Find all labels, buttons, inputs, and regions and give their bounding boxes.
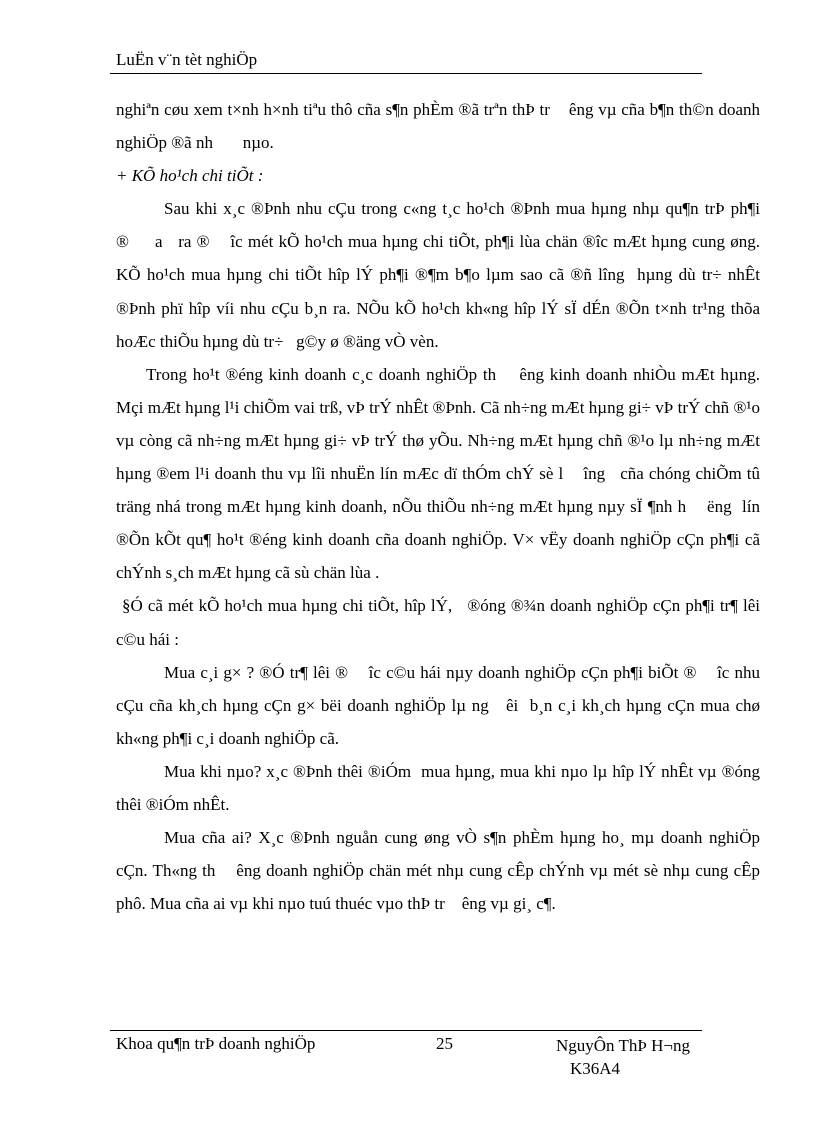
paragraph-6: Mua khi nµo? x¸c ®Þnh thêi ®iÓm mua hµng, mua khi nµo lµ hîp lÝ nhÊt vµ ®óng thêi ®iÓm nhÊt. [116, 761, 760, 814]
paragraph-1: nghiªn cøu xem t×nh h×nh tiªu thô cña s¶n phÈm ®ã trªn thÞ tr êng vµ cña b¶n th©n doanh nghiÖp ®ã nh nµo. [116, 100, 760, 153]
header-rule [110, 73, 702, 74]
footer-rule [110, 1030, 702, 1031]
footer-class: K36A4 [570, 1059, 621, 1078]
page-number: 25 [436, 1034, 453, 1053]
paragraph-3: Trong ho¹t ®éng kinh doanh c¸c doanh nghiÖp th êng kinh doanh nhiÒu mÆt hµng. Mçi mÆt hµng l¹i chiÕm vai trß, vÞ trÝ nhÊt ®Þnh. Cã nh÷ng mÆt hµng gi÷ vÞ trÝ chñ ®¹o vµ còng cã nh÷ng mÆt hµng gi÷ vÞ trÝ thø yÕu. Nh÷ng mÆt hµng chñ ®¹o lµ nh÷ng mÆt hµng ®em l¹i doanh thu vµ lîi nhuËn lín mÆc dï thÓm chÝ sè l îng cña chóng chiÕm tû träng nhá trong mÆt hµng kinh doanh, nÕu thiÕu nh÷ng mÆt hµng nµy sÏ ¶nh h ëng lín ®Õn kÕt qu¶ ho¹t ®éng kinh doanh cña doanh nghiÖp. V× vËy doanh nghiÖp cÇn ph¶i cã chÝnh s¸ch mÆt hµng cã sù chän lùa . [116, 364, 760, 583]
paragraph-5: Mua c¸i g× ? ®Ó tr¶ lêi ® îc c©u hái nµy doanh nghiÖp cÇn ph¶i biÕt ® îc nhu cÇu cña kh¸ch hµng cÇn g× bëi doanh nghiÖp lµ ng êi b¸n c¸i kh¸ch hµng cÇn mua chø kh«ng ph¶i c¸i doanh nghiÖp cã. [116, 662, 760, 748]
footer-author-block [556, 1034, 690, 1080]
footer-author: NguyÔn ThÞ H¬ng [556, 1036, 690, 1055]
paragraph-7: Mua cña ai? X¸c ®Þnh nguån cung øng vÒ s¶n phÈm hµng ho¸ mµ doanh nghiÖp cÇn. Th«ng th êng doanh nghiÖp chän mét nhµ cung cÊp chÝnh vµ mét sè nhµ cung cÊp phô. Mua cña ai vµ khi nµo tuú thuéc vµo thÞ tr êng vµ gi¸ c¶. [116, 828, 760, 914]
subheading-detailed-plan: + KÕ ho¹ch chi tiÕt : [116, 166, 264, 186]
footer-department: Khoa qu¶n trÞ doanh nghiÖp [116, 1034, 316, 1053]
paragraph-2: Sau khi x¸c ®Þnh nhu cÇu trong c«ng t¸c ho¹ch ®Þnh mua hµng nhµ qu¶n trÞ ph¶i ® a ra ® îc mét kÕ ho¹ch mua hµng chi tiÕt, ph¶i lùa chän ®îc mÆt hµng cung øng. KÕ ho¹ch mua hµng chi tiÕt hîp lÝ ph¶i ®¶m b¶o lµm sao cã ®ñ lîng hµng dù tr÷ nhÊt ®Þnh phï hîp víi nhu cÇu b¸n ra. NÕu kÕ ho¹ch kh«ng hîp lÝ sÏ dÉn ®Õn t×nh tr¹ng thõa hoÆc thiÕu hµng dù tr÷ g©y ø ®äng vÒ vèn. [116, 199, 760, 351]
document-body [116, 93, 760, 920]
header-title: LuËn v¨n tèt nghiÖp [116, 50, 258, 69]
paragraph-4: §Ó cã mét kÕ ho¹ch mua hµng chi tiÕt, hîp lÝ, ®óng ®¾n doanh nghiÖp cÇn ph¶i tr¶ lêi c©u hái : [116, 596, 760, 649]
